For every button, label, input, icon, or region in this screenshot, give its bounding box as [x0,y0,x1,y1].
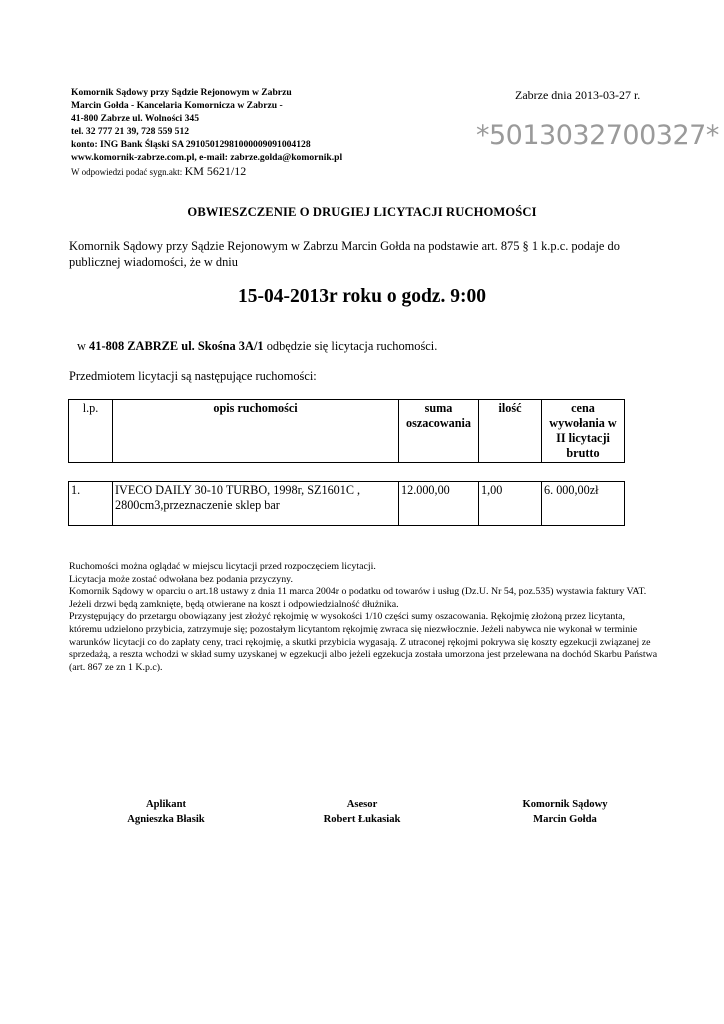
note-line: Ruchomości można oglądać w miejscu licytacji przed rozpoczęciem licytacji. [69,561,376,572]
signature-name: Agnieszka Błasik [127,813,205,825]
signature-role: Komornik Sądowy [522,799,608,810]
signature-applicant [66,798,266,827]
signature-role: Asesor [346,799,378,810]
letterhead-line: tel. 32 777 21 39, 728 559 512 [71,126,190,138]
header-price: cena wywołania w II licytacji brutto [542,400,625,463]
case-reference-label: W odpowiedzi podać sygn.akt: [71,166,185,177]
letterhead-line: 41-800 Zabrze ul. Wolności 345 [71,113,200,125]
note-line: Przystępujący do przetargu obowiązany jest złożyć rękojmię w wysokości 1/10 części sumy oszacowania. Rękojmię złożoną przez licytanta, któremu udzielono przybicia, zatrzymuje się; pozostałym licytantom rękojmię zwraca się niezwłocznie. Jeżeli nabywca nie wykonał w terminie warunków licytacji co do zapłaty ceny, traci rękojmię, a skutki przybicia wygasają. Z utraconej rękojmi pokrywa się koszty egzekucji związanej ze sprzedażą, a reszta wchodzi w skład sumy uzyskanej w egzekucji albo jeżeli egzekucja została umorzona jest przelewana na dochód Skarbu Państwa (art. 867 ze zn 1 K.p.c). [69,611,658,673]
location-prefix: w [77,339,90,353]
cell-description: IVECO DAILY 30-10 TURBO, 1998r, SZ1601C , 2800cm3,przeznaczenie sklep bar [113,482,399,526]
signature-role: Aplikant [145,799,187,810]
table-header-row [69,400,625,463]
header-description: opis ruchomości [113,400,399,463]
signature-bailiff [465,798,665,827]
cell-price: 6. 000,00zł [542,482,625,526]
signature-name: Marcin Gołda [533,813,597,825]
auction-datetime: 15-04-2013r roku o godz. 9:00 [238,286,486,307]
note-line: Licytacja może zostać odwołana bez podania przyczyny. [69,573,293,585]
signature-name: Robert Łukasiak [323,813,401,825]
cell-quantity: 1,00 [479,482,542,526]
items-table [68,481,625,526]
cell-valuation: 12.000,00 [399,482,479,526]
letterhead-line: Komornik Sądowy przy Sądzie Rejonowym w Zabrzu [71,87,292,98]
note-line: Komornik Sądowy w oparciu o art.18 ustawy z dnia 11 marca 2004r o podatku od towarów i usług (Dz.U. Nr 54, poz.535) wystawia faktury VAT. [69,586,647,598]
header-lp: l.p. [69,400,113,463]
document-title: OBWIESZCZENIE O DRUGIEJ LICYTACJI RUCHOMOŚCI [187,205,537,219]
case-reference [71,165,401,179]
items-lead: Przedmiotem licytacji są następujące ruchomości: [69,369,317,383]
case-reference-number: KM 5621/12 [184,163,247,178]
table-row [69,482,625,526]
note-line: Jeżeli drzwi będą zamknięte, będą otwierane na koszt i odpowiedzialność dłużnika. [69,598,399,610]
signature-assessor [262,798,462,827]
header-quantity: ilość [479,400,542,463]
location-suffix: odbędzie się licytacja ruchomości. [263,339,438,353]
barcode-text: *5013032700327* [476,120,719,151]
items-table-header [68,399,625,463]
letterhead [71,86,401,179]
auction-location [77,339,437,354]
cell-lp: 1. [69,482,113,526]
terms-notes [69,561,659,674]
header-valuation: suma oszacowania [399,400,479,463]
document-date: Zabrze dnia 2013-03-27 r. [515,88,641,102]
location-address: 41-808 ZABRZE ul. Skośna 3A/1 [89,339,264,353]
letterhead-line: Marcin Gołda - Kancelaria Komornicza w Zabrzu - [71,100,283,112]
intro-paragraph: Komornik Sądowy przy Sądzie Rejonowym w Zabrzu Marcin Gołda na podstawie art. 875 § 1 k.p.c. podaje do publicznej wiadomości, że w dniu [69,239,620,269]
letterhead-line: www.komornik-zabrze.com.pl, e-mail: zabrze.golda@komornik.pl [71,152,343,164]
letterhead-line: konto: ING Bank Śląski SA 29105012981000009091004128 [71,139,311,151]
